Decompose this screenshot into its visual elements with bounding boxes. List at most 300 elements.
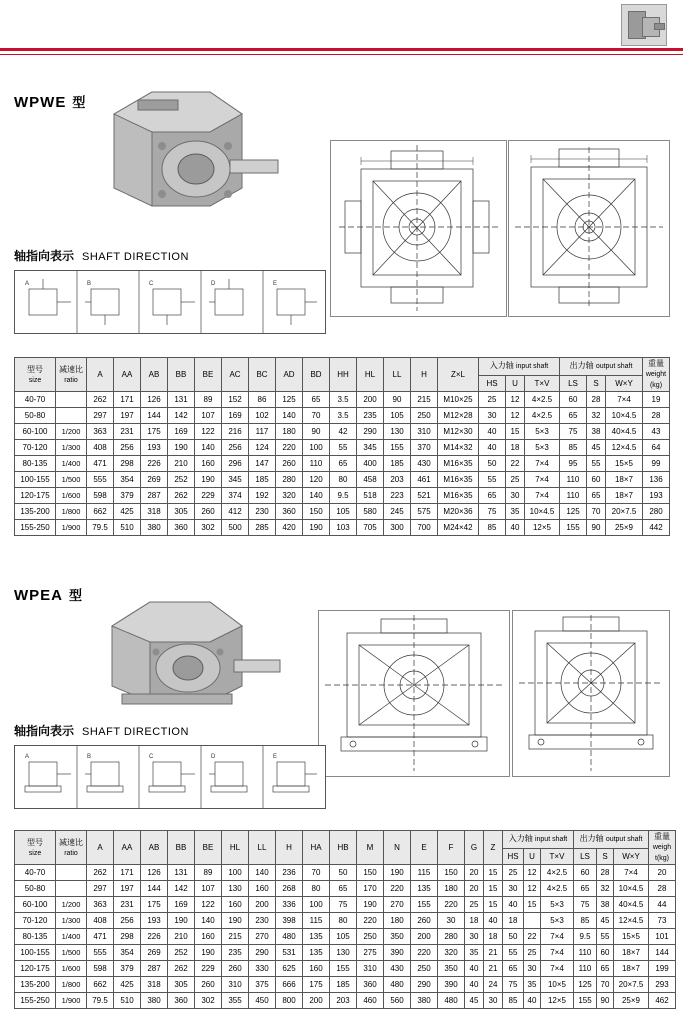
product-photo-wpwe	[92, 84, 292, 214]
cell-HS: 25	[503, 865, 524, 881]
cell-AA: 256	[114, 440, 141, 456]
cell-AC: 296	[222, 456, 249, 472]
cell-N: 270	[384, 897, 411, 913]
cell-HS: 55	[503, 945, 524, 961]
cell-F: 320	[438, 945, 465, 961]
cell-Z: 40	[484, 913, 503, 929]
header-AD: AD	[276, 358, 303, 392]
cell-H: 531	[276, 945, 303, 961]
cell-E: 155	[411, 897, 438, 913]
cell-U: 12	[506, 392, 525, 408]
header-size: 型号 size	[15, 358, 56, 392]
cell-HL: 190	[222, 913, 249, 929]
cell-Z: 15	[484, 865, 503, 881]
cell-U: 40	[506, 520, 525, 536]
cell-HB: 203	[330, 993, 357, 1009]
cell-HB: 105	[330, 929, 357, 945]
cell-size: 80-135	[15, 929, 56, 945]
cell-HA: 175	[303, 977, 330, 993]
cell-BC: 185	[249, 472, 276, 488]
cell-LL: 90	[384, 392, 411, 408]
table-header-row-2	[15, 831, 676, 849]
cell-ratio: 1/200	[56, 424, 87, 440]
cell-AD: 140	[276, 408, 303, 424]
cell-TV: 10×4.5	[525, 504, 560, 520]
cell-LS: 60	[574, 865, 597, 881]
cell-TV: 7×4	[541, 929, 574, 945]
cell-ratio: 1/800	[56, 504, 87, 520]
cell-U: 18	[506, 440, 525, 456]
header-HH: HH	[330, 358, 357, 392]
header-TV: T×V	[525, 375, 560, 392]
cell-AA: 425	[114, 504, 141, 520]
cell-BD: 110	[303, 456, 330, 472]
cell-H: 480	[276, 929, 303, 945]
cell-TV: 7×4	[525, 488, 560, 504]
cell-H: 336	[276, 897, 303, 913]
cell-H: 236	[276, 865, 303, 881]
cell-BE: 107	[195, 881, 222, 897]
header2-G: G	[465, 831, 484, 865]
cell-A: 363	[87, 897, 114, 913]
header2-TV: T×V	[541, 848, 574, 865]
svg-text:E: E	[273, 281, 278, 287]
cell-F: 280	[438, 929, 465, 945]
cell-F: 30	[438, 913, 465, 929]
cell-N: 480	[384, 977, 411, 993]
cell-AB: 287	[141, 488, 168, 504]
cell-S: 55	[597, 929, 614, 945]
table-row	[15, 993, 676, 1009]
cell-HA: 135	[303, 945, 330, 961]
cell-AD: 320	[276, 488, 303, 504]
cell-N: 390	[384, 945, 411, 961]
cell-size: 100-155	[15, 945, 56, 961]
cell-LL: 450	[249, 993, 276, 1009]
cell-A: 297	[87, 881, 114, 897]
cell-HA: 160	[303, 961, 330, 977]
cell-A: 555	[87, 472, 114, 488]
cell-U: 30	[506, 488, 525, 504]
cell-H: 800	[276, 993, 303, 1009]
cell-BB: 210	[168, 929, 195, 945]
cell-HL: 200	[357, 392, 384, 408]
shaft-direction-diagram-wpea	[14, 745, 326, 809]
cell-Z: 24	[484, 977, 503, 993]
cell-LL: 375	[249, 977, 276, 993]
svg-text:A: A	[25, 281, 30, 287]
table-row	[15, 977, 676, 993]
shaft-direction-title-wpwe	[14, 247, 189, 264]
cell-S: 60	[587, 472, 606, 488]
cell-S: 70	[587, 504, 606, 520]
cell-TV: 10×5	[541, 977, 574, 993]
cell-ZL: M16×35	[438, 488, 479, 504]
cell-H: 398	[276, 913, 303, 929]
cell-HS: 50	[503, 929, 524, 945]
svg-text:B: B	[87, 281, 92, 287]
cell-WY: 10×4.5	[606, 408, 643, 424]
table-row	[15, 865, 676, 881]
cell-BC: 285	[249, 520, 276, 536]
cell-BC: 102	[249, 408, 276, 424]
cell-WY: 25×9	[614, 993, 649, 1009]
header2-LL: LL	[249, 831, 276, 865]
cell-BB: 210	[168, 456, 195, 472]
cell-G: 40	[465, 961, 484, 977]
cell-HS: 18	[503, 913, 524, 929]
cell-BB: 262	[168, 961, 195, 977]
cell-WY: 15×5	[614, 929, 649, 945]
cell-size: 155-250	[15, 520, 56, 536]
cell-AD: 360	[276, 504, 303, 520]
technical-drawing-wpea-right	[512, 610, 670, 777]
svg-text:D: D	[211, 754, 216, 760]
cell-U: 22	[524, 929, 541, 945]
cell-ratio: 1/400	[56, 456, 87, 472]
cell-HS: 65	[503, 961, 524, 977]
cell-HL: 310	[222, 977, 249, 993]
cell-AA: 171	[114, 392, 141, 408]
cell-A: 262	[87, 865, 114, 881]
table-row	[15, 897, 676, 913]
section-title-wpwe	[14, 92, 86, 111]
cell-AA: 231	[114, 897, 141, 913]
cell-BD: 65	[303, 392, 330, 408]
cell-AB: 269	[141, 472, 168, 488]
cell-BC: 124	[249, 440, 276, 456]
cell-size: 120-175	[15, 961, 56, 977]
cell-size: 60-100	[15, 897, 56, 913]
cell-U	[524, 913, 541, 929]
cell-weight: 199	[649, 961, 676, 977]
cell-S: 32	[587, 408, 606, 424]
cell-HS: 30	[503, 881, 524, 897]
cell-BE: 160	[195, 456, 222, 472]
cell-AC: 152	[222, 392, 249, 408]
cell-U: 35	[506, 504, 525, 520]
cell-LL: 290	[249, 945, 276, 961]
cell-TV: 7×4	[525, 472, 560, 488]
cell-HH: 103	[330, 520, 357, 536]
cell-LL: 300	[384, 520, 411, 536]
cell-WY: 15×5	[606, 456, 643, 472]
cell-S: 60	[597, 945, 614, 961]
header2-N: N	[384, 831, 411, 865]
cell-F: 390	[438, 977, 465, 993]
cell-ratio: 1/600	[56, 961, 87, 977]
cell-weight: 43	[643, 424, 670, 440]
header-WY: W×Y	[606, 375, 643, 392]
cell-S: 70	[597, 977, 614, 993]
shaft-direction-label-cn: 轴指向表示	[14, 249, 75, 263]
cell-WY: 40×4.5	[614, 897, 649, 913]
cell-U: 40	[524, 993, 541, 1009]
cell-LS: 110	[560, 488, 587, 504]
cell-BB: 360	[168, 993, 195, 1009]
header-S: S	[587, 375, 606, 392]
technical-drawing-wpwe-left	[330, 140, 507, 317]
cell-AC: 412	[222, 504, 249, 520]
cell-ratio: 1/500	[56, 472, 87, 488]
table-row	[15, 929, 676, 945]
cell-HA: 80	[303, 881, 330, 897]
cell-BD: 120	[303, 472, 330, 488]
product-photo-wpea	[92, 590, 287, 710]
cell-BB: 190	[168, 913, 195, 929]
cell-A: 662	[87, 977, 114, 993]
cell-TV: 5×3	[525, 424, 560, 440]
cell-AA: 354	[114, 472, 141, 488]
cell-S: 55	[587, 456, 606, 472]
cell-AA: 298	[114, 929, 141, 945]
cell-LL: 230	[249, 913, 276, 929]
cell-WY: 18×7	[606, 488, 643, 504]
cell-G: 25	[465, 897, 484, 913]
header-output-shaft-group: 出力轴 output shaft	[560, 358, 643, 376]
cell-AB: 126	[141, 865, 168, 881]
cell-M: 220	[357, 913, 384, 929]
cell-Z: 30	[484, 993, 503, 1009]
cell-weight: 193	[643, 488, 670, 504]
cell-A: 79.5	[87, 993, 114, 1009]
cell-HS: 75	[503, 977, 524, 993]
cell-Z: 15	[484, 897, 503, 913]
cell-Z: 18	[484, 929, 503, 945]
cell-size: 135-200	[15, 977, 56, 993]
cell-G: 20	[465, 865, 484, 881]
cell-ZL: M12×30	[438, 424, 479, 440]
cell-BB: 305	[168, 977, 195, 993]
cell-HL: 400	[357, 456, 384, 472]
header-BD: BD	[303, 358, 330, 392]
header2-HL: HL	[222, 831, 249, 865]
cell-E: 200	[411, 929, 438, 945]
cell-size: 100-155	[15, 472, 56, 488]
cell-LS: 60	[560, 392, 587, 408]
cell-BC: 192	[249, 488, 276, 504]
cell-LS: 65	[560, 408, 587, 424]
shaft-direction-label-cn-2: 轴指向表示	[14, 724, 75, 738]
cell-U: 22	[506, 456, 525, 472]
cell-HA: 70	[303, 865, 330, 881]
cell-A: 262	[87, 392, 114, 408]
cell-LS: 110	[574, 961, 597, 977]
cell-ratio: 1/200	[56, 897, 87, 913]
cell-HL: 235	[222, 945, 249, 961]
shaft-direction-label-en: SHAFT DIRECTION	[82, 251, 189, 263]
cell-TV: 4×2.5	[541, 881, 574, 897]
header-AA: AA	[114, 358, 141, 392]
cell-AA: 171	[114, 865, 141, 881]
cell-AC: 500	[222, 520, 249, 536]
gearbox-logo-icon	[621, 4, 667, 46]
cell-HL: 518	[357, 488, 384, 504]
svg-text:E: E	[273, 754, 278, 760]
cell-BE: 302	[195, 993, 222, 1009]
header-AB: AB	[141, 358, 168, 392]
cell-LL: 105	[384, 408, 411, 424]
cell-U: 12	[524, 881, 541, 897]
cell-E: 380	[411, 993, 438, 1009]
cell-G: 35	[465, 945, 484, 961]
cell-AC: 374	[222, 488, 249, 504]
cell-BB: 262	[168, 488, 195, 504]
section-title-wpea	[14, 585, 83, 604]
cell-BE: 260	[195, 977, 222, 993]
cell-HS: 75	[479, 504, 506, 520]
cell-BB: 252	[168, 945, 195, 961]
cell-weight: 136	[643, 472, 670, 488]
cell-N: 220	[384, 881, 411, 897]
cell-N: 190	[384, 865, 411, 881]
cell-U: 15	[524, 897, 541, 913]
cell-HA: 200	[303, 993, 330, 1009]
cell-ratio: 1/900	[56, 993, 87, 1009]
cell-HH: 105	[330, 504, 357, 520]
cell-BB: 252	[168, 472, 195, 488]
svg-text:A: A	[25, 754, 30, 760]
cell-AD: 125	[276, 392, 303, 408]
cell-A: 408	[87, 440, 114, 456]
cell-HL: 458	[357, 472, 384, 488]
cell-LS: 75	[574, 897, 597, 913]
cell-S: 38	[587, 424, 606, 440]
cell-AC: 169	[222, 408, 249, 424]
header2-AA: AA	[114, 831, 141, 865]
cell-AB: 126	[141, 392, 168, 408]
header-rule-bottom	[0, 54, 683, 55]
cell-weight: 101	[649, 929, 676, 945]
cell-TV: 4×2.5	[525, 408, 560, 424]
header2-Z: Z	[484, 831, 503, 865]
cell-LS: 65	[574, 881, 597, 897]
cell-HS: 40	[503, 897, 524, 913]
header2-F: F	[438, 831, 465, 865]
cell-HA: 100	[303, 897, 330, 913]
cell-AB: 226	[141, 456, 168, 472]
header-weight: 重量 weight (kg)	[643, 358, 670, 392]
cell-weight: 280	[643, 504, 670, 520]
cell-TV: 4×2.5	[525, 392, 560, 408]
cell-U: 25	[506, 472, 525, 488]
cell-HL: 290	[357, 424, 384, 440]
svg-text:D: D	[211, 281, 216, 287]
cell-U: 35	[524, 977, 541, 993]
cell-F: 350	[438, 961, 465, 977]
cell-LL: 140	[249, 865, 276, 881]
cell-HL: 705	[357, 520, 384, 536]
cell-AB: 380	[141, 520, 168, 536]
cell-HS: 85	[503, 993, 524, 1009]
cell-HB: 75	[330, 897, 357, 913]
cell-M: 460	[357, 993, 384, 1009]
table-row	[15, 945, 676, 961]
cell-AB: 380	[141, 993, 168, 1009]
cell-N: 560	[384, 993, 411, 1009]
cell-LS: 75	[560, 424, 587, 440]
cell-BE: 190	[195, 472, 222, 488]
table-row	[15, 392, 670, 408]
cell-weight: 293	[649, 977, 676, 993]
cell-ratio: 1/300	[56, 440, 87, 456]
header-size-2: 型号 size	[15, 831, 56, 865]
cell-BE: 160	[195, 929, 222, 945]
cell-U: 15	[506, 424, 525, 440]
table-row	[15, 520, 670, 536]
cell-ZL: M14×32	[438, 440, 479, 456]
cell-M: 275	[357, 945, 384, 961]
cell-LL: 330	[249, 961, 276, 977]
cell-TV: 5×3	[541, 913, 574, 929]
cell-H: 250	[411, 408, 438, 424]
cell-weight: 20	[649, 865, 676, 881]
cell-HS: 30	[479, 408, 506, 424]
cell-LS: 125	[574, 977, 597, 993]
cell-LS: 125	[560, 504, 587, 520]
cell-M: 150	[357, 865, 384, 881]
cell-U: 30	[524, 961, 541, 977]
section-title-suffix-2: 型	[69, 588, 84, 603]
cell-A: 471	[87, 456, 114, 472]
header-H: H	[411, 358, 438, 392]
cell-S: 65	[587, 488, 606, 504]
cell-LS: 155	[574, 993, 597, 1009]
cell-A: 363	[87, 424, 114, 440]
cell-BE: 89	[195, 865, 222, 881]
svg-text:C: C	[149, 281, 154, 287]
cell-WY: 10×4.5	[614, 881, 649, 897]
cell-E: 250	[411, 961, 438, 977]
header2-HB: HB	[330, 831, 357, 865]
cell-BE: 229	[195, 488, 222, 504]
cell-N: 180	[384, 913, 411, 929]
cell-ZL: M16×35	[438, 456, 479, 472]
cell-F: 480	[438, 993, 465, 1009]
header-ZL: Z×L	[438, 358, 479, 392]
cell-A: 555	[87, 945, 114, 961]
cell-ZL: M24×42	[438, 520, 479, 536]
cell-HS: 85	[479, 520, 506, 536]
cell-BE: 229	[195, 961, 222, 977]
cell-E: 135	[411, 881, 438, 897]
header-LS: LS	[560, 375, 587, 392]
cell-WY: 40×4.5	[606, 424, 643, 440]
cell-WY: 18×7	[614, 961, 649, 977]
cell-HL: 580	[357, 504, 384, 520]
cell-S: 45	[587, 440, 606, 456]
cell-HH: 80	[330, 472, 357, 488]
table-row	[15, 456, 670, 472]
cell-AB: 269	[141, 945, 168, 961]
cell-BB: 360	[168, 520, 195, 536]
cell-Z: 21	[484, 961, 503, 977]
cell-weight: 442	[643, 520, 670, 536]
cell-LL: 223	[384, 488, 411, 504]
header2-output-shaft-group: 出力轴 output shaft	[574, 831, 649, 849]
spec-table-wpea	[14, 830, 676, 1009]
cell-HB: 80	[330, 913, 357, 929]
header2-BE: BE	[195, 831, 222, 865]
cell-WY: 12×4.5	[606, 440, 643, 456]
cell-HB: 65	[330, 881, 357, 897]
header2-U: U	[524, 848, 541, 865]
cell-size: 70-120	[15, 440, 56, 456]
cell-LL: 270	[249, 929, 276, 945]
header2-HS: HS	[503, 848, 524, 865]
cell-size: 40-70	[15, 392, 56, 408]
cell-AB: 318	[141, 504, 168, 520]
